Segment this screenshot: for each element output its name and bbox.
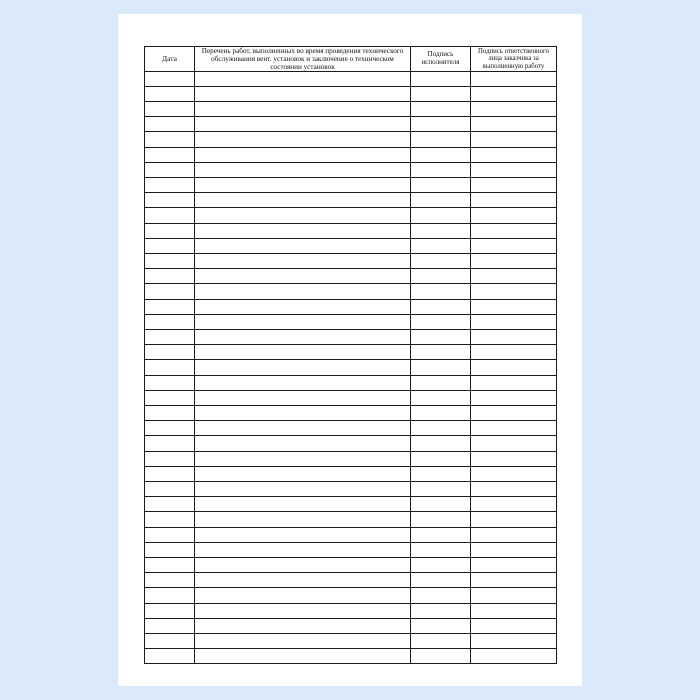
cell-customer-signature[interactable] [471,345,557,360]
cell-executor-signature[interactable] [411,467,471,482]
cell-executor-signature[interactable] [411,604,471,619]
cell-customer-signature[interactable] [471,72,557,87]
cell-executor-signature[interactable] [411,421,471,436]
cell-works-list[interactable] [195,649,411,664]
cell-executor-signature[interactable] [411,72,471,87]
table-row[interactable] [145,497,557,512]
cell-executor-signature[interactable] [411,132,471,148]
table-row[interactable] [145,376,557,391]
table-row[interactable] [145,360,557,376]
cell-customer-signature[interactable] [471,512,557,528]
table-row[interactable] [145,269,557,284]
maintenance-log-table-container [144,46,556,664]
table-row[interactable] [145,391,557,406]
cell-customer-signature[interactable] [471,543,557,558]
table-row[interactable] [145,543,557,558]
cell-works-list[interactable] [195,528,411,543]
cell-date[interactable] [145,330,195,345]
cell-date[interactable] [145,269,195,284]
cell-works-list[interactable] [195,208,411,224]
table-row[interactable] [145,482,557,497]
cell-works-list[interactable] [195,148,411,163]
cell-customer-signature[interactable] [471,330,557,345]
cell-works-list[interactable] [195,467,411,482]
cell-works-list[interactable] [195,360,411,376]
cell-customer-signature[interactable] [471,300,557,315]
table-row[interactable] [145,178,557,193]
cell-customer-signature[interactable] [471,224,557,239]
cell-works-list[interactable] [195,300,411,315]
cell-date[interactable] [145,315,195,330]
cell-customer-signature[interactable] [471,148,557,163]
cell-executor-signature[interactable] [411,117,471,132]
cell-works-list[interactable] [195,512,411,528]
cell-executor-signature[interactable] [411,163,471,178]
cell-executor-signature[interactable] [411,376,471,391]
cell-executor-signature[interactable] [411,406,471,421]
cell-customer-signature[interactable] [471,573,557,588]
table-row[interactable] [145,558,557,573]
cell-works-list[interactable] [195,573,411,588]
cell-works-list[interactable] [195,315,411,330]
table-row[interactable] [145,208,557,224]
cell-date[interactable] [145,482,195,497]
cell-works-list[interactable] [195,254,411,269]
cell-date[interactable] [145,421,195,436]
cell-works-list[interactable] [195,543,411,558]
cell-date[interactable] [145,406,195,421]
table-row[interactable] [145,148,557,163]
cell-works-list[interactable] [195,391,411,406]
cell-customer-signature[interactable] [471,269,557,284]
table-row[interactable] [145,528,557,543]
cell-date[interactable] [145,634,195,649]
table-row[interactable] [145,619,557,634]
cell-date[interactable] [145,360,195,376]
cell-date[interactable] [145,284,195,300]
cell-customer-signature[interactable] [471,254,557,269]
cell-customer-signature[interactable] [471,315,557,330]
table-row[interactable] [145,72,557,87]
table-row[interactable] [145,224,557,239]
cell-customer-signature[interactable] [471,178,557,193]
cell-date[interactable] [145,208,195,224]
cell-date[interactable] [145,588,195,604]
cell-works-list[interactable] [195,269,411,284]
cell-works-list[interactable] [195,436,411,452]
cell-works-list[interactable] [195,178,411,193]
cell-customer-signature[interactable] [471,376,557,391]
cell-date[interactable] [145,391,195,406]
cell-works-list[interactable] [195,193,411,208]
cell-customer-signature[interactable] [471,482,557,497]
cell-works-list[interactable] [195,588,411,604]
cell-date[interactable] [145,239,195,254]
cell-customer-signature[interactable] [471,102,557,117]
cell-date[interactable] [145,543,195,558]
cell-executor-signature[interactable] [411,558,471,573]
cell-executor-signature[interactable] [411,330,471,345]
table-body [145,72,557,664]
cell-executor-signature[interactable] [411,284,471,300]
cell-works-list[interactable] [195,619,411,634]
cell-customer-signature[interactable] [471,406,557,421]
cell-works-list[interactable] [195,634,411,649]
document-sheet [118,14,582,686]
cell-executor-signature[interactable] [411,619,471,634]
cell-executor-signature[interactable] [411,178,471,193]
table-row[interactable] [145,239,557,254]
cell-date[interactable] [145,254,195,269]
cell-executor-signature[interactable] [411,512,471,528]
cell-customer-signature[interactable] [471,117,557,132]
cell-works-list[interactable] [195,163,411,178]
cell-date[interactable] [145,102,195,117]
cell-date[interactable] [145,117,195,132]
cell-works-list[interactable] [195,284,411,300]
table-row[interactable] [145,573,557,588]
cell-date[interactable] [145,497,195,512]
cell-date[interactable] [145,573,195,588]
cell-date[interactable] [145,452,195,467]
table-row[interactable] [145,588,557,604]
cell-executor-signature[interactable] [411,345,471,360]
table-row[interactable] [145,193,557,208]
table-row[interactable] [145,634,557,649]
cell-date[interactable] [145,163,195,178]
cell-customer-signature[interactable] [471,634,557,649]
cell-customer-signature[interactable] [471,588,557,604]
cell-customer-signature[interactable] [471,497,557,512]
cell-date[interactable] [145,132,195,148]
table-row[interactable] [145,452,557,467]
cell-customer-signature[interactable] [471,208,557,224]
column-header-customer-responsible-signature: Подпись ответственного лица заказчика за выполненную работу [471,47,557,72]
cell-executor-signature[interactable] [411,148,471,163]
cell-date[interactable] [145,619,195,634]
cell-works-list[interactable] [195,224,411,239]
cell-executor-signature[interactable] [411,649,471,664]
maintenance-log-table [144,46,557,664]
table-row[interactable] [145,467,557,482]
table-row[interactable] [145,421,557,436]
cell-date[interactable] [145,512,195,528]
column-header-date: Дата [145,47,195,72]
cell-customer-signature[interactable] [471,87,557,102]
table-row[interactable] [145,132,557,148]
cell-executor-signature[interactable] [411,528,471,543]
cell-executor-signature[interactable] [411,482,471,497]
cell-executor-signature[interactable] [411,497,471,512]
cell-customer-signature[interactable] [471,239,557,254]
column-header-executor-signature: Подпись исполнителя [411,47,471,72]
cell-date[interactable] [145,649,195,664]
cell-works-list[interactable] [195,330,411,345]
cell-executor-signature[interactable] [411,634,471,649]
cell-customer-signature[interactable] [471,163,557,178]
column-header-works-list: Перечень работ, выполненных во время проведения технического обслуживания вент. установок и заключение о техническом состоянии установок [195,47,411,72]
cell-customer-signature[interactable] [471,360,557,376]
table-row[interactable] [145,87,557,102]
cell-customer-signature[interactable] [471,649,557,664]
table-row[interactable] [145,436,557,452]
cell-customer-signature[interactable] [471,436,557,452]
cell-executor-signature[interactable] [411,543,471,558]
table-row[interactable] [145,345,557,360]
cell-date[interactable] [145,193,195,208]
cell-works-list[interactable] [195,558,411,573]
cell-executor-signature[interactable] [411,224,471,239]
cell-customer-signature[interactable] [471,452,557,467]
cell-date[interactable] [145,178,195,193]
cell-date[interactable] [145,467,195,482]
cell-date[interactable] [145,87,195,102]
cell-customer-signature[interactable] [471,284,557,300]
cell-customer-signature[interactable] [471,558,557,573]
table-row[interactable] [145,163,557,178]
cell-works-list[interactable] [195,604,411,619]
cell-works-list[interactable] [195,421,411,436]
cell-executor-signature[interactable] [411,391,471,406]
cell-date[interactable] [145,436,195,452]
table-header-row [145,47,557,72]
cell-works-list[interactable] [195,497,411,512]
table-row[interactable] [145,300,557,315]
table-row[interactable] [145,284,557,300]
cell-works-list[interactable] [195,239,411,254]
cell-date[interactable] [145,300,195,315]
cell-works-list[interactable] [195,72,411,87]
table-header [145,47,557,72]
cell-customer-signature[interactable] [471,467,557,482]
cell-executor-signature[interactable] [411,436,471,452]
table-row[interactable] [145,649,557,664]
cell-executor-signature[interactable] [411,269,471,284]
table-row[interactable] [145,512,557,528]
cell-date[interactable] [145,604,195,619]
cell-customer-signature[interactable] [471,604,557,619]
table-row[interactable] [145,406,557,421]
cell-date[interactable] [145,345,195,360]
table-row[interactable] [145,604,557,619]
cell-customer-signature[interactable] [471,132,557,148]
cell-customer-signature[interactable] [471,421,557,436]
cell-works-list[interactable] [195,117,411,132]
table-row[interactable] [145,330,557,345]
cell-date[interactable] [145,558,195,573]
cell-customer-signature[interactable] [471,619,557,634]
cell-works-list[interactable] [195,132,411,148]
cell-works-list[interactable] [195,482,411,497]
cell-executor-signature[interactable] [411,193,471,208]
cell-date[interactable] [145,376,195,391]
cell-works-list[interactable] [195,102,411,117]
cell-date[interactable] [145,148,195,163]
cell-works-list[interactable] [195,406,411,421]
cell-works-list[interactable] [195,452,411,467]
cell-date[interactable] [145,72,195,87]
cell-date[interactable] [145,528,195,543]
cell-executor-signature[interactable] [411,360,471,376]
cell-executor-signature[interactable] [411,87,471,102]
cell-date[interactable] [145,224,195,239]
table-row[interactable] [145,315,557,330]
cell-works-list[interactable] [195,376,411,391]
cell-executor-signature[interactable] [411,300,471,315]
cell-works-list[interactable] [195,345,411,360]
cell-customer-signature[interactable] [471,193,557,208]
cell-executor-signature[interactable] [411,315,471,330]
cell-works-list[interactable] [195,87,411,102]
cell-executor-signature[interactable] [411,239,471,254]
cell-customer-signature[interactable] [471,391,557,406]
cell-executor-signature[interactable] [411,452,471,467]
cell-executor-signature[interactable] [411,573,471,588]
cell-executor-signature[interactable] [411,208,471,224]
cell-executor-signature[interactable] [411,102,471,117]
cell-executor-signature[interactable] [411,254,471,269]
table-row[interactable] [145,254,557,269]
table-row[interactable] [145,102,557,117]
cell-customer-signature[interactable] [471,528,557,543]
table-row[interactable] [145,117,557,132]
cell-executor-signature[interactable] [411,588,471,604]
